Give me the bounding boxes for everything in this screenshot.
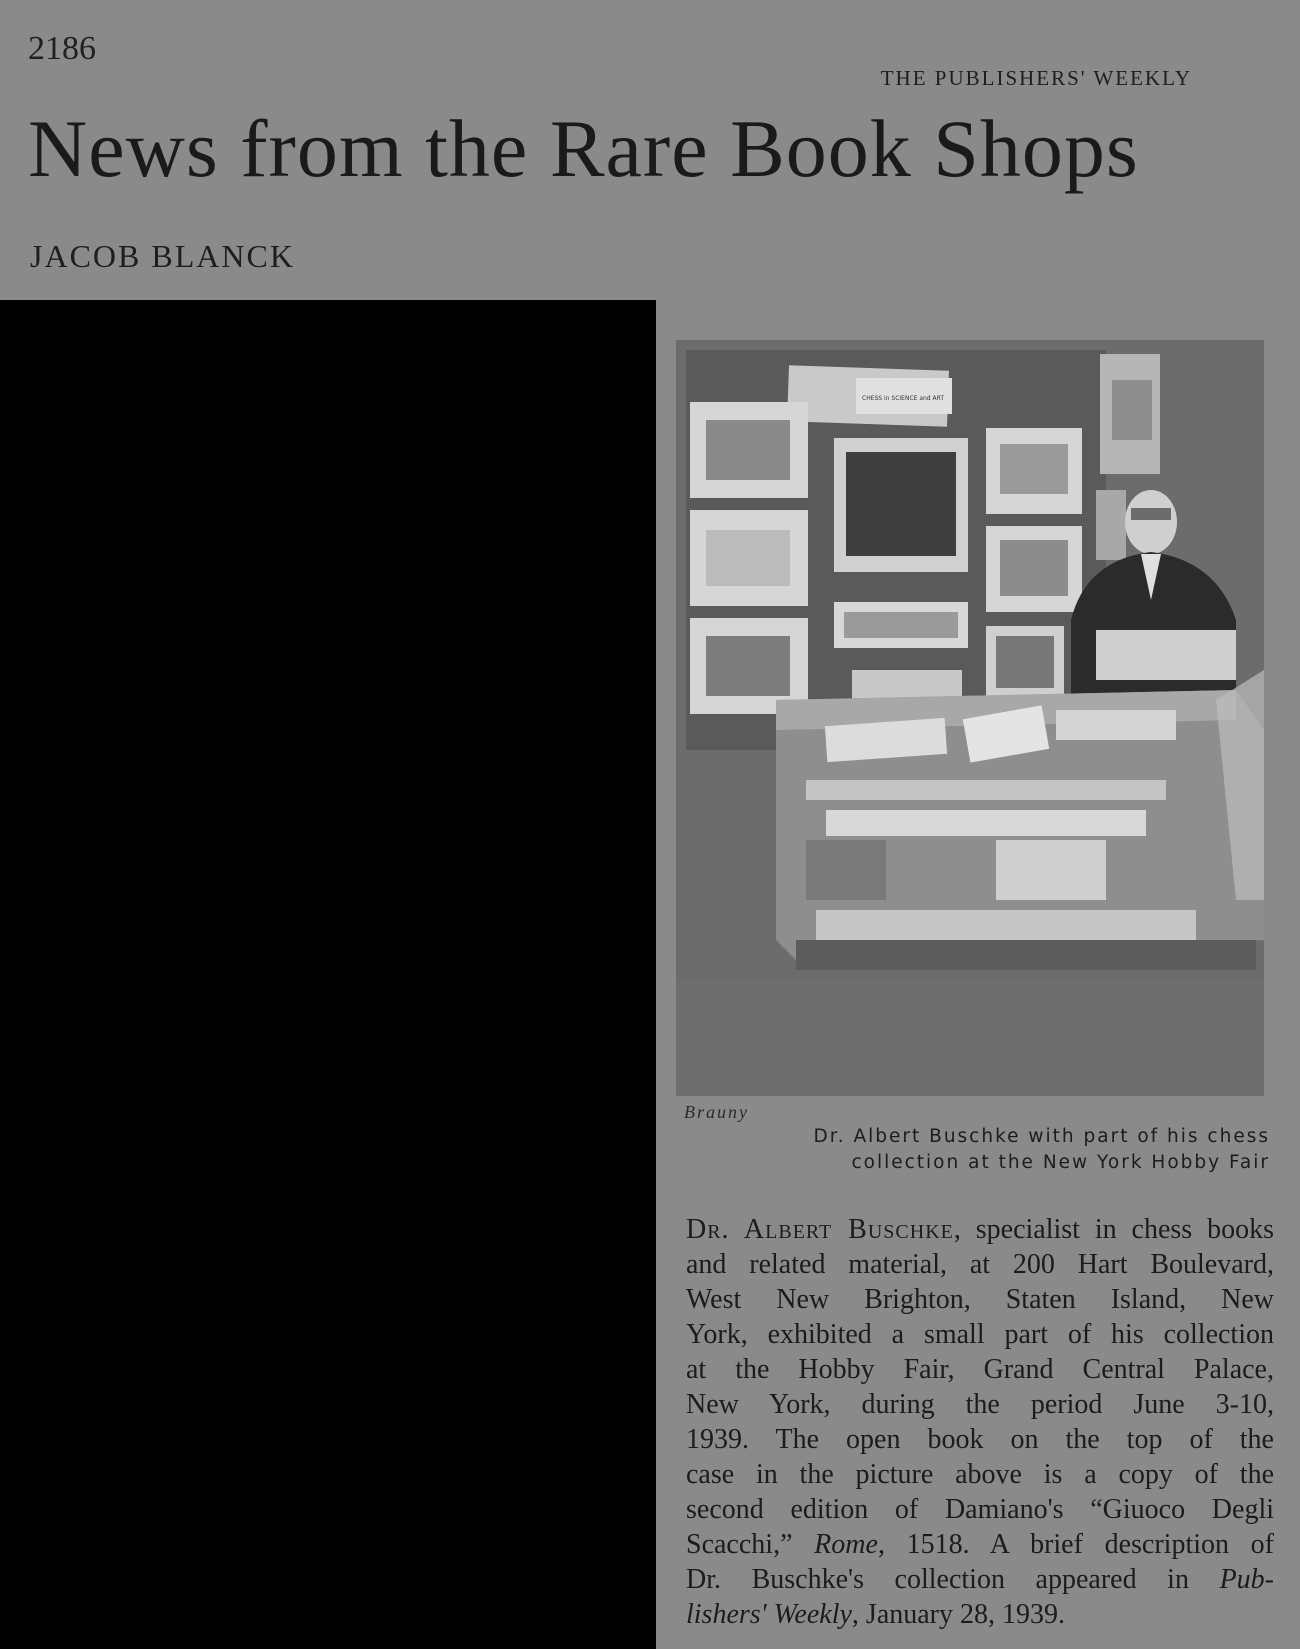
photo-caption (780, 1124, 1270, 1176)
body-text: , specialist in chess books (953, 1214, 1274, 1245)
body-text: , January 28, 1939. (851, 1599, 1065, 1630)
body-line: York, exhibited a small part of his collection (686, 1319, 1274, 1350)
body-line: and related material, at 200 Hart Boulevard, (686, 1249, 1274, 1280)
body-text-italic: lishers' Weekly (686, 1599, 852, 1630)
caption-line: collection at the New York Hobby Fair (851, 1152, 1270, 1173)
body-line (686, 1597, 1274, 1632)
exhibit-photo-drawing (676, 340, 1264, 1096)
body-line: second edition of Damiano's “Giuoco Degli (686, 1494, 1274, 1525)
body-line: at the Hobby Fair, Grand Central Palace, (686, 1354, 1274, 1385)
byline: JACOB BLANCK (30, 238, 295, 274)
body-line (686, 1562, 1274, 1597)
body-line: 1939. The open book on the top of the (686, 1424, 1274, 1455)
body-line: New York, during the period June 3-10, (686, 1389, 1274, 1420)
running-head: THE PUBLISHERS' WEEKLY (880, 66, 1192, 90)
body-text: , 1518. A brief description of (877, 1529, 1274, 1560)
body-line (686, 1212, 1274, 1247)
body-line: West New Brighton, Staten Island, New (686, 1284, 1274, 1315)
body-text-italic: Rome (814, 1529, 878, 1560)
caption-line: Dr. Albert Buschke with part of his chess (813, 1126, 1270, 1147)
photo-sign-text: CHESS in SCIENCE and ART (862, 395, 945, 402)
article-body (686, 1212, 1274, 1632)
redacted-region (0, 300, 656, 1649)
body-text-italic: Pub- (1219, 1564, 1274, 1595)
photo-credit: Brauny (684, 1102, 749, 1122)
body-line (686, 1527, 1274, 1562)
body-line: case in the picture above is a copy of the (686, 1459, 1274, 1490)
lead-in: Dr. Albert Buschke (686, 1214, 954, 1245)
article-title: News from the Rare Book Shops (28, 103, 1139, 194)
exhibit-photo (676, 340, 1264, 1096)
body-text: Dr. Buschke's collection appeared in (686, 1564, 1220, 1595)
body-text: Scacchi,” (686, 1529, 815, 1560)
page-number: 2186 (28, 30, 96, 67)
